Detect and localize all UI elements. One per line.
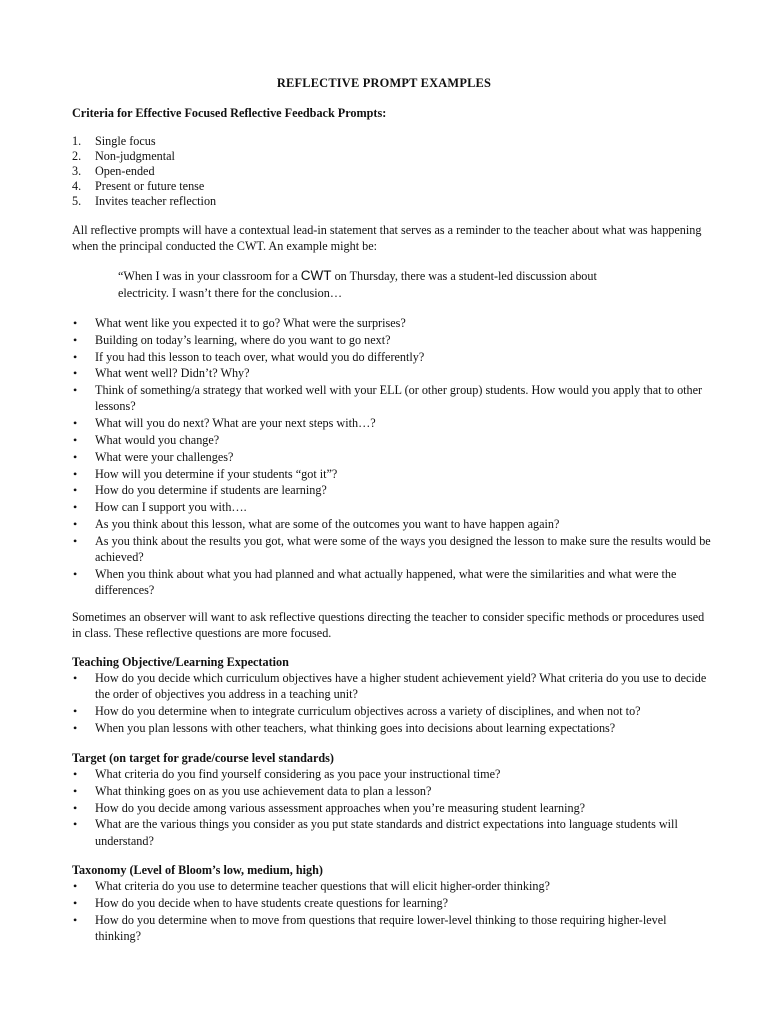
list-item: • How do you decide among various assessment approaches when you’re measuring student learning? [73,800,586,815]
section-heading: Teaching Objective/Learning Expectation [72,655,289,669]
list-item: 1. Single focus [72,134,156,148]
example-quote: “When I was in your classroom for a CWT on Thursday, there was a student-led discussion about electricity. I wasn’t there for the conclusion… [118,268,597,300]
page-title: REFLECTIVE PROMPT EXAMPLES [276,76,492,90]
list-item: • As you think about the results you got, what were some of the ways you designed the lesson to make sure the results would be achieved? [73,533,711,564]
list-item: • How do you determine when to integrate curriculum objectives across a variety of disciplines, and when not to? [73,704,641,718]
list-item: • What thinking goes on as you use achievement data to plan a lesson? [73,783,432,798]
section-list [72,766,712,849]
list-item: • As you think about this lesson, what are some of the outcomes you want to have happen again? [73,516,560,531]
list-item: • Building on today’s learning, where do you want to go next? [73,332,391,347]
section-list [72,878,712,945]
list-item: • What criteria do you find yourself considering as you pace your instructional time? [73,767,501,781]
list-item: • How do you determine if students are learning? [73,483,327,498]
section-heading: Taxonomy (Level of Bloom’s low, medium, high) [72,863,323,877]
list-item: • When you think about what you had planned and what actually happened, what were the similarities and what were the differences? [73,566,677,597]
list-item: • When you plan lessons with other teachers, what thinking goes into decisions about learning expectations? [73,720,616,735]
list-item: • How can I support you with…. [73,500,247,515]
intro-paragraph: All reflective prompts will have a contextual lead-in statement that serves as a reminder to the teacher about what was happening when the principal conducted the CWT. An example might be: [72,223,702,254]
list-item: • How do you determine when to move from questions that require lower-level thinking to those requiring higher-level thinking? [73,912,667,943]
list-item: • How do you decide which curriculum objectives have a higher student achievement yield? What criteria do you use to decide the order of objectives you address in a teaching unit? [73,671,707,702]
list-item: • What were your challenges? [73,449,234,464]
criteria-heading: Criteria for Effective Focused Reflective Feedback Prompts: [72,106,387,120]
list-item: • What will you do next? What are your next steps with…? [73,416,376,431]
list-item: • What criteria do you use to determine teacher questions that will elicit higher-order thinking? [73,879,550,893]
list-item: 4. Present or future tense [72,179,205,193]
list-item: • Think of something/a strategy that worked well with your ELL (or other group) students. How would you apply that to other lessons? [73,383,703,414]
list-item: • If you had this lesson to teach over, what would you do differently? [73,349,425,364]
list-item: • What are the various things you consider as you put state standards and district expectations into language students will understand? [73,817,678,848]
list-item: 3. Open-ended [72,164,155,178]
list-item: • How will you determine if your students “got it”? [73,466,338,481]
list-item: 2. Non-judgmental [72,149,175,163]
criteria-list [72,134,712,209]
list-item: • What went like you expected it to go? What were the surprises? [73,316,406,330]
list-item: • What went well? Didn’t? Why? [73,366,250,381]
focused-intro-paragraph: Sometimes an observer will want to ask reflective questions directing the teacher to consider specific methods or procedures used in class. These reflective questions are more focused. [72,610,705,641]
section-heading: Target (on target for grade/course level standards) [72,751,334,765]
list-item: • What would you change? [73,432,220,447]
section-list [72,670,712,737]
list-item: • How do you decide when to have students create questions for learning? [73,895,448,910]
general-prompt-list [72,315,712,599]
list-item: 5. Invites teacher reflection [72,194,217,208]
